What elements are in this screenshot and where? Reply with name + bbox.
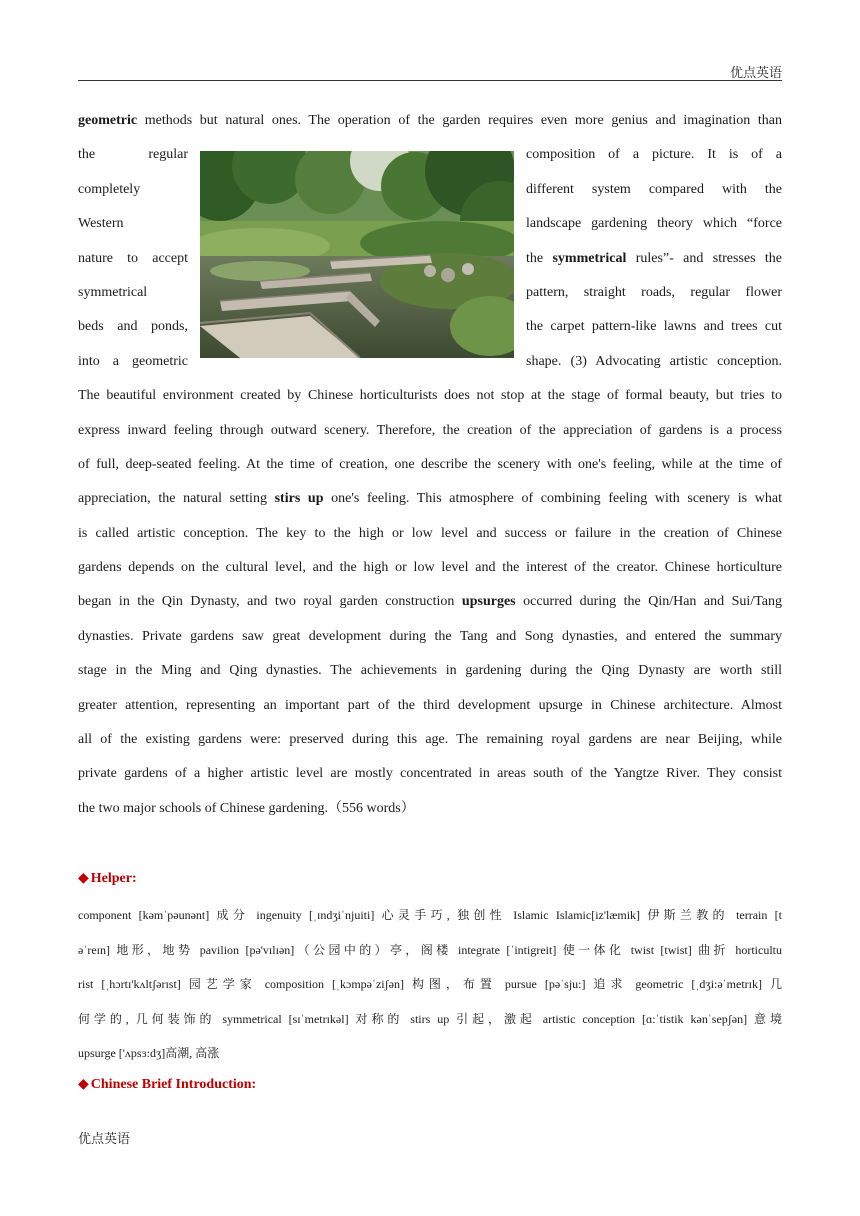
bold-term: stirs up [274,491,324,507]
helper-heading [78,870,137,887]
wrap-left-text [78,207,188,241]
garden-photo [200,151,514,358]
body-line [78,585,782,619]
wrap-left-text [78,138,188,172]
body-line [78,620,782,654]
text-run: beds and ponds, [78,319,188,335]
wrap-right-text [526,310,782,344]
body-paragraph [78,379,782,826]
text-run: greater attention, representing an important part of the third development upsurge in Chinese architecture. Almost [78,697,782,713]
text-run: nature to accept [78,250,188,266]
diamond-bullet-icon: ◆ [78,1077,89,1092]
body-line [78,517,782,551]
body-line [78,757,782,791]
text-run: express inward feeling through outward scenery. Therefore, the creation of the appreciation of gardens is a process [78,422,782,438]
body-line [78,551,782,585]
helper-title: Helper: [90,871,137,886]
helper-line: 何学的, 几何装饰的 symmetrical [sɪˈmetrɪkəl] 对称的 stirs up 引起，激起 artistic conception [ɑ:ˈtistik kənˈsepʃən] 意境 [78,1011,782,1026]
wrap-left-text [78,310,188,344]
wrap-left-text [78,345,188,379]
text-run: is called artistic conception. The key to the high or low level and success or failure in the creation of Chinese [78,525,782,541]
diamond-bullet-icon: ◆ [78,871,89,886]
body-line [78,448,782,482]
text-run: pattern, straight roads, regular flower [526,284,782,300]
text-run: one's feeling. This atmosphere of combining feeling with scenery is what [323,491,782,507]
wrap-left-text [78,276,188,310]
helper-vocabulary [78,898,782,1071]
text-run: stage in the Ming and Qing dynasties. The achievements in gardening during the Qing Dynasty are worth still [78,663,782,679]
text-run: completely [78,181,141,197]
text-run: methods but natural ones. The operation of the garden requires even more genius and imagination than [137,113,782,128]
wrap-right-text [526,207,782,241]
garden-photo-illustration [200,151,514,358]
text-run: the two major schools of Chinese gardening.（556 words） [78,800,415,816]
text-run: the regular [78,147,188,163]
helper-line: əˈreɪn] 地形，地势 pavilion [pə'vɪlɪən]（公园中的）亭，阁楼 integrate [ˈintigreit] 使一体化 twist [twist] 曲折 horticultu [78,942,782,957]
brief-heading [78,1076,256,1093]
body-line [78,414,782,448]
body-line [78,104,782,138]
text-run: rules”- and stresses the [626,250,782,266]
body-line [78,482,782,516]
text-run: landscape gardening theory which “force [526,216,782,232]
text-run: the carpet pattern-like lawns and trees cut [526,319,782,335]
body-line [78,792,782,826]
wrap-left-text [78,242,188,276]
text-run: Western [78,216,124,232]
text-run: gardens depends on the cultural level, and the high or low level and the interest of the creator. Chinese horticulture [78,560,782,576]
text-run: the [526,250,553,266]
text-run: occurred during the Qin/Han and Sui/Tang [515,594,782,610]
wrap-right-text [526,173,782,207]
bold-term: geometric [78,113,138,128]
body-line [78,379,782,413]
helper-line: upsurge ['ʌpsɜ:dʒ]高潮, 高涨 [78,1046,220,1060]
text-run: began in the Qin Dynasty, and two royal garden construction [78,594,462,610]
body-line [78,723,782,757]
text-run: composition of a picture. It is of a [526,147,782,163]
wrap-right-text [526,242,782,276]
bold-term: symmetrical [552,250,627,266]
text-run: all of the existing gardens were: preserved during this age. The remaining royal gardens are near Beijing, while [78,732,782,748]
wrap-right-text [526,276,782,310]
footer-brand: 优点英语 [78,1131,131,1146]
text-run: appreciation, the natural setting [78,491,275,507]
wrap-right-text [526,345,782,379]
text-run: different system compared with the [526,181,782,197]
body-line [78,689,782,723]
bold-term: upsurges [461,594,516,610]
brief-title: Chinese Brief Introduction: [90,1077,257,1092]
wrap-right-text [526,138,782,172]
body-line [78,654,782,688]
text-run: The beautiful environment created by Chinese horticulturists does not stop at the stage of formal beauty, but tries to [78,388,782,404]
helper-line: component [kəmˈpəunənt] 成分 ingenuity [ˌɪndʒiˈnjuiti] 心灵手巧, 独创性 Islamic Islamic[iz'læmik] 伊斯兰教的 terrain [t [78,908,782,922]
text-run: symmetrical [78,284,148,300]
text-run: into a geometric [78,353,188,369]
text-run: of full, deep-seated feeling. At the time of creation, one describe the scenery with one's feeling, while at the time of [78,456,782,472]
header-rule [78,80,782,81]
wrap-left-text [78,173,188,207]
header-brand: 优点英语 [729,65,782,80]
text-run: private gardens of a higher artistic level are mostly concentrated in areas south of the Yangtze River. They consist [78,766,782,782]
helper-line: rist [ˌhɔrtɪ'kʌltʃərɪst] 园艺学家 composition [ˌkɔmpəˈziʃən] 构图，布置 pursue [pəˈsju:] 追求 geometric [ˌdʒi:əˈmetrɪk] 几 [78,977,782,991]
text-run: dynasties. Private gardens saw great development during the Tang and Song dynasties, and entered the summary [78,628,782,644]
text-run: shape. (3) Advocating artistic conception. [526,353,782,369]
